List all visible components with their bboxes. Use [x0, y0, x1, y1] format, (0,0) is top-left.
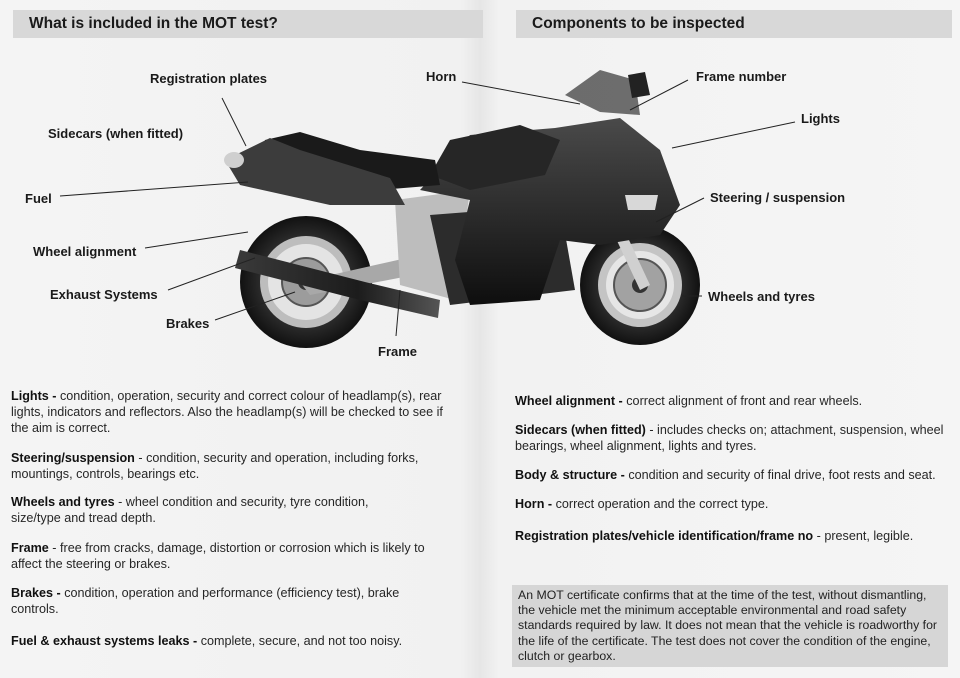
right-item-registration: Registration plates/vehicle identification/frame no - present, legible.	[515, 529, 914, 543]
right-item-horn: Horn - correct operation and the correct type.	[515, 497, 769, 511]
label-registration-plates: Registration plates	[150, 71, 268, 86]
mot-certificate-note: An MOT certificate confirms that at the time of the test, without dismantling, the vehicle met the minimum acceptable environmental and road safety standards required by law. It does not mean that the vehicle is roadworthy for the life of the certificate. The test does not cover the condition of the engine, clutch or gearbox.	[518, 588, 938, 663]
label-fuel: Fuel	[25, 191, 52, 206]
tail-light	[224, 152, 244, 168]
left-item-lights: Lights - condition, operation, security and correct colour of headlamp(s), rear lights, indicators and reflectors. Also the headlamp(s) will be checked to see if the aim is correct.	[11, 389, 443, 435]
label-horn: Horn	[426, 69, 457, 84]
label-exhaust-systems: Exhaust Systems	[50, 287, 158, 302]
leader-wheel-alignment	[145, 232, 248, 248]
label-lights: Lights	[801, 111, 840, 126]
leader-horn	[462, 82, 580, 104]
left-item-steering: Steering/suspension - condition, security and operation, including forks, mountings, controls, bearings etc.	[11, 451, 419, 481]
left-item-fuel-exhaust: Fuel & exhaust systems leaks - complete, secure, and not too noisy.	[11, 634, 403, 648]
left-item-brakes: Brakes - condition, operation and performance (efficiency test), brake controls.	[11, 586, 400, 616]
right-item-wheel-alignment: Wheel alignment - correct alignment of front and rear wheels.	[515, 394, 863, 408]
left-item-frame: Frame - free from cracks, damage, distortion or corrosion which is likely to affect the steering or brakes.	[11, 541, 425, 571]
label-wheels-and-tyres: Wheels and tyres	[708, 289, 815, 304]
mot-certificate-note-box	[512, 585, 948, 667]
label-brakes: Brakes	[166, 316, 210, 331]
leader-fuel	[60, 182, 248, 196]
motorcycle-image	[224, 70, 700, 348]
label-wheel-alignment: Wheel alignment	[33, 244, 137, 259]
leader-registration-plates	[222, 98, 246, 146]
label-frame-number: Frame number	[696, 69, 787, 84]
left-heading: What is included in the MOT test?	[29, 15, 278, 32]
leader-lights	[672, 122, 795, 148]
label-frame: Frame	[378, 344, 418, 359]
right-item-body-structure: Body & structure - condition and security of final drive, foot rests and seat.	[515, 468, 936, 482]
label-steering-suspension: Steering / suspension	[710, 190, 846, 205]
label-sidecars: Sidecars (when fitted)	[48, 126, 184, 141]
right-heading: Components to be inspected	[532, 15, 745, 32]
left-item-wheels: Wheels and tyres - wheel condition and security, tyre condition, size/type and tread depth.	[11, 495, 369, 525]
right-item-sidecars: Sidecars (when fitted) - includes checks on; attachment, suspension, wheel bearings, wheel alignment, lights and tyres.	[515, 423, 944, 453]
